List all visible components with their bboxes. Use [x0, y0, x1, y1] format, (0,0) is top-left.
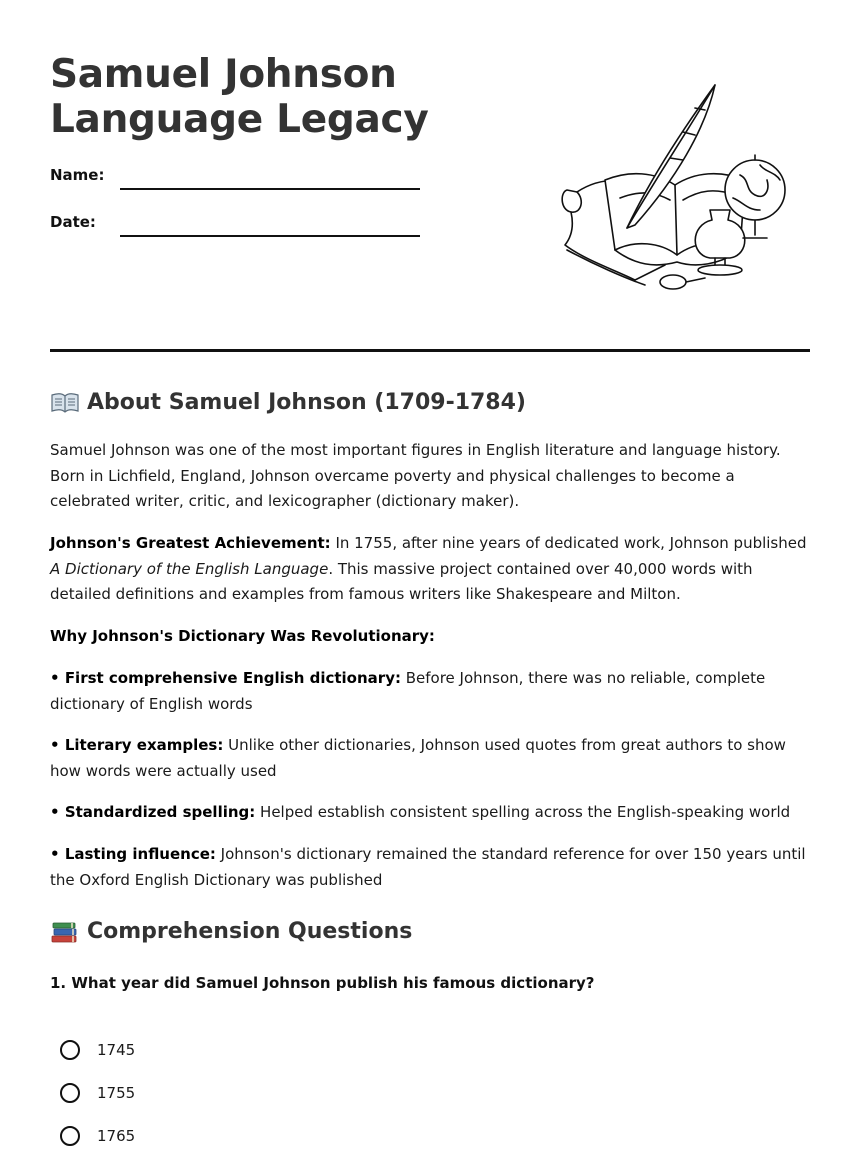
- bullet-item: • Standardized spelling: Helped establish consistent spelling across the English-speaking world: [50, 803, 791, 821]
- name-label: Name:: [50, 166, 105, 184]
- achievement-text-post: . This massive project contained over 40,000 words with detailed definitions and examples from famous writers like Shakespeare and Milton.: [50, 559, 753, 603]
- question-1: 1. What year did Samuel Johnson publish his famous dictionary?: [50, 974, 595, 992]
- answer-option[interactable]: [60, 1126, 135, 1146]
- bullet-text: Unlike other dictionaries, Johnson used quotes from great authors to show how words were actually used: [50, 736, 786, 780]
- option-label: 1765: [97, 1127, 136, 1145]
- questions-heading: [50, 919, 412, 944]
- about-heading: [50, 390, 526, 415]
- answer-option[interactable]: [60, 1083, 135, 1103]
- bullet-label: First comprehensive English dictionary:: [64, 669, 401, 687]
- bullet-label: Literary examples:: [64, 736, 224, 754]
- quill-book-globe-illustration: [555, 80, 795, 295]
- radio-button[interactable]: [60, 1126, 80, 1146]
- option-label: 1745: [97, 1041, 136, 1059]
- bullet-text: Johnson's dictionary remained the standard reference for over 150 years until the Oxford English Dictionary was published: [50, 845, 806, 889]
- about-intro: Samuel Johnson was one of the most important figures in English literature and language history. Born in Lichfield, England, Johnson overcame poverty and physical challenges to become a celebrated writer, critic, and lexicographer (dictionary maker).: [50, 441, 781, 510]
- date-label: Date:: [50, 213, 96, 231]
- header-divider: [50, 349, 810, 352]
- answer-option[interactable]: [60, 1040, 135, 1060]
- name-line[interactable]: [120, 188, 420, 190]
- questions-heading-text: Comprehension Questions: [87, 919, 413, 944]
- bullet-item: • Lasting influence: Johnson's dictionary remained the standard reference for over 150 years until the Oxford English Dictionary was published: [50, 845, 806, 889]
- bullet-label: Standardized spelling:: [64, 803, 256, 821]
- title-line-2: Language Legacy: [50, 97, 429, 142]
- radio-button[interactable]: [60, 1040, 80, 1060]
- achievement-paragraph: [50, 531, 810, 608]
- open-book-emoji-icon: [50, 391, 80, 415]
- bullet-item: • First comprehensive English dictionary: Before Johnson, there was no reliable, complete dictionary of English words: [50, 669, 766, 713]
- dictionary-title: A Dictionary of the English Language: [50, 559, 329, 578]
- title-line-1: Samuel Johnson: [50, 52, 397, 97]
- stacked-books-emoji-icon: [50, 920, 80, 944]
- name-field[interactable]: [50, 166, 420, 184]
- date-field[interactable]: [50, 213, 420, 231]
- option-label: 1755: [97, 1084, 136, 1102]
- radio-button[interactable]: [60, 1083, 80, 1103]
- bullet-text: Helped establish consistent spelling across the English-speaking world: [255, 803, 791, 821]
- achievement-label: Johnson's Greatest Achievement:: [50, 534, 331, 552]
- bullet-item: • Literary examples: Unlike other dictionaries, Johnson used quotes from great authors to show how words were actually used: [50, 736, 786, 780]
- why-heading: Why Johnson's Dictionary Was Revolutionary:: [50, 627, 435, 645]
- page-title: [50, 52, 428, 142]
- bullet-label: Lasting influence:: [64, 845, 216, 863]
- bullet-text: Before Johnson, there was no reliable, complete dictionary of English words: [50, 669, 766, 713]
- achievement-text-pre: In 1755, after nine years of dedicated work, Johnson published: [330, 534, 807, 552]
- about-heading-text: About Samuel Johnson (1709-1784): [87, 390, 526, 415]
- date-line[interactable]: [120, 235, 420, 237]
